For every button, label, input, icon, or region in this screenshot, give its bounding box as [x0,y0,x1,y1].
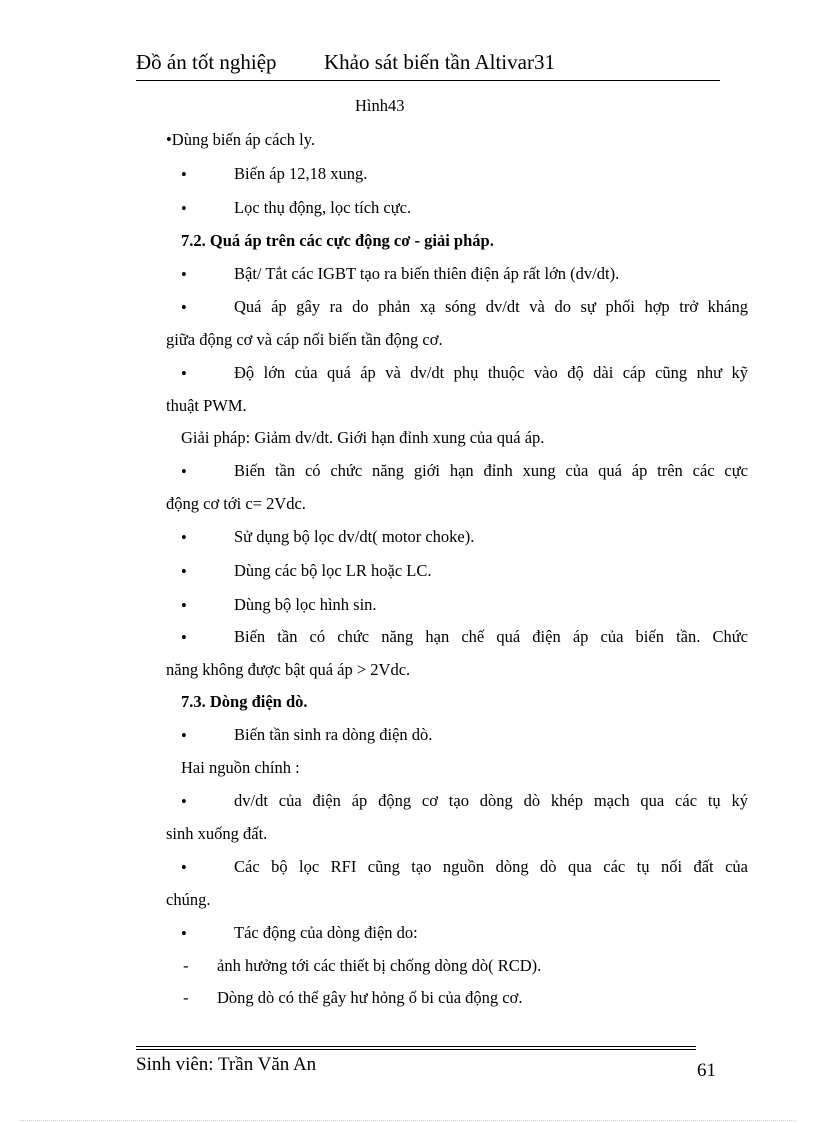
body-line: chúng. [166,890,211,909]
bullet-marker: • [181,562,187,581]
body-line: Tác động của dòng điện do: [234,923,418,942]
body-line: Sử dụng bộ lọc dv/dt( motor choke). [234,527,475,546]
section-heading-7-3: 7.3. Dòng điện dò. [181,692,308,711]
dash-marker: - [183,988,189,1007]
bullet-marker: • [181,924,187,943]
body-line: Lọc thụ động, lọc tích cực. [234,198,412,217]
bullet-marker: • [181,462,187,481]
bullet-marker: • [181,199,187,218]
body-line: Biến tần sinh ra dòng điện dò. [234,725,433,744]
section-heading-7-2: 7.2. Quá áp trên các cực động cơ - giải pháp. [181,231,494,250]
body-line: Dùng các bộ lọc LR hoặc LC. [234,561,432,580]
body-line: Giải pháp: Giảm dv/dt. Giới hạn đỉnh xung của quá áp. [181,428,545,447]
body-line: Hai nguồn chính : [181,758,300,777]
body-line: •Dùng biến áp cách ly. [166,130,316,149]
bullet-marker: • [181,858,187,877]
bullet-marker: • [181,596,187,615]
body-line: giữa động cơ và cáp nối biến tần động cơ. [166,330,443,349]
bullet-marker: • [181,265,187,284]
body-line: dv/dt của điện áp động cơ tạo dòng dò khép mạch qua các tụ ký [234,791,748,810]
body-line: Các bộ lọc RFI cũng tạo nguồn dòng dò qua các tụ nối đất của [234,857,748,876]
body-line: Bật/ Tắt các IGBT tạo ra biến thiên điện áp rất lớn (dv/dt). [234,264,620,283]
header-right-title: Khảo sát biến tần Altivar31 [324,50,555,74]
bullet-marker: • [181,165,187,184]
body-line: Độ lớn của quá áp và dv/dt phụ thuộc vào độ dài cáp cũng như kỹ [234,363,748,382]
body-line: Biến tần có chức năng giới hạn đỉnh xung của quá áp trên các cực [234,461,748,480]
body-line: năng không được bật quá áp > 2Vdc. [166,660,411,679]
figure-caption: Hình43 [355,96,405,115]
body-line: sinh xuống đất. [166,824,268,843]
bullet-marker: • [181,792,187,811]
page-number: 61 [697,1060,716,1081]
body-line: Dòng dò có thể gây hư hỏng ổ bi của động cơ. [217,988,523,1007]
body-line: thuật PWM. [166,396,247,415]
page-edge-dotted-line [20,1120,796,1121]
footer-student-name: Sinh viên: Trần Văn An [136,1054,317,1075]
body-line: Biến áp 12,18 xung. [234,164,368,183]
body-line: Dùng bộ lọc hình sin. [234,595,377,614]
body-line: Quá áp gây ra do phản xạ sóng dv/dt và do sự phối hợp trở kháng [234,297,748,316]
dash-marker: - [183,956,189,975]
body-line: động cơ tới c= 2Vdc. [166,494,306,513]
body-line: ảnh hưởng tới các thiết bị chống dòng dò( RCD). [217,956,542,975]
bullet-marker: • [181,528,187,547]
header-left-title: Đồ án tốt nghiệp [136,50,277,74]
bullet-marker: • [181,726,187,745]
page-header [136,50,720,81]
body-line: Biến tần có chức năng hạn chế quá điện áp của biến tần. Chức [234,627,748,646]
footer-rule [136,1046,696,1050]
bullet-marker: • [181,298,187,317]
bullet-marker: • [181,628,187,647]
bullet-marker: • [181,364,187,383]
